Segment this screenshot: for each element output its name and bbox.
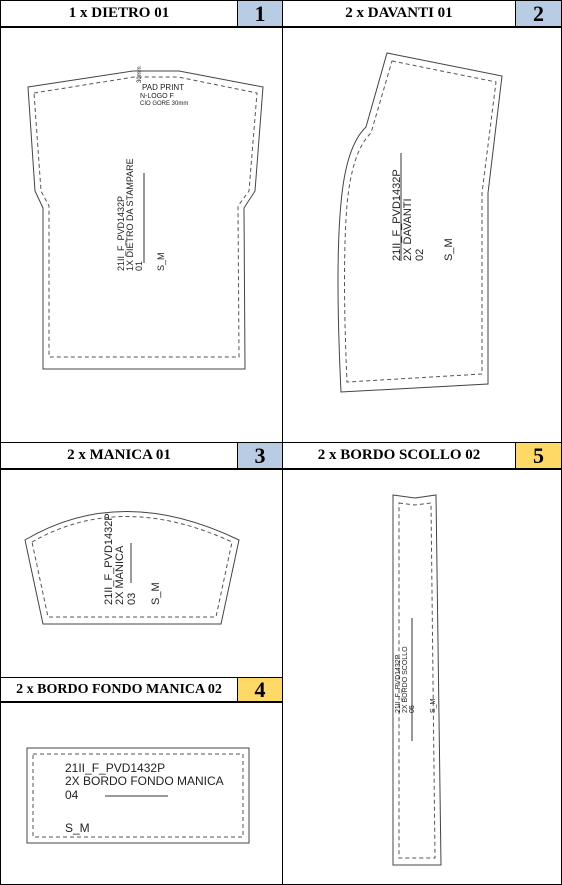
panel-title: 2 x MANICA 01 bbox=[67, 447, 171, 463]
pattern-piece-bordo-scollo bbox=[283, 443, 562, 885]
piece-number: 04 bbox=[65, 788, 79, 802]
piece-code: 21II_F_PVD1432P bbox=[116, 195, 126, 271]
panel-number-badge: 5 bbox=[515, 443, 561, 468]
piece-size: S_M bbox=[150, 582, 162, 605]
pattern-piece-bordo-fondo bbox=[1, 678, 284, 885]
piece-code: 21II_F_PVD1432P bbox=[65, 761, 166, 775]
panel-manica bbox=[0, 442, 283, 678]
note-30mm: 30mm bbox=[137, 66, 143, 83]
pattern-piece-dietro bbox=[1, 1, 284, 444]
panel-number-badge: 2 bbox=[515, 1, 561, 26]
piece-description: 2X BORDO SCOLLO bbox=[402, 646, 409, 713]
piece-size: S_M bbox=[443, 238, 455, 261]
piece-number: 05 bbox=[409, 705, 416, 713]
pattern-piece-manica bbox=[1, 443, 284, 679]
panel-bordo-fondo-manica bbox=[0, 677, 283, 885]
panel-davanti bbox=[282, 0, 562, 443]
panel-bordo-scollo bbox=[282, 442, 562, 885]
piece-description: 2X MANICA bbox=[114, 545, 126, 605]
piece-outline bbox=[25, 512, 239, 625]
panel-number-badge: 4 bbox=[237, 678, 282, 701]
piece-code: 21II_F_PVD1432P bbox=[391, 169, 403, 261]
panel-title: 2 x BORDO FONDO MANICA 02 bbox=[16, 681, 222, 697]
panel-title: 2 x DAVANTI 01 bbox=[345, 5, 453, 21]
panel-title: 2 x BORDO SCOLLO 02 bbox=[317, 447, 481, 463]
piece-description: 2X DAVANTI bbox=[402, 198, 414, 261]
piece-code: 21II_F_PVD1432P bbox=[395, 654, 402, 713]
piece-size: S_M bbox=[65, 821, 90, 835]
note-pad-print: PAD PRINT bbox=[142, 83, 185, 92]
piece-number: 02 bbox=[414, 248, 426, 261]
piece-number: 01 bbox=[134, 260, 144, 271]
piece-number: 03 bbox=[126, 592, 138, 605]
piece-description: 1X DIETRO DA STAMPARE bbox=[125, 158, 135, 271]
piece-outline bbox=[338, 53, 502, 392]
seam-allowance bbox=[345, 61, 497, 382]
seam-allowance bbox=[34, 77, 257, 357]
piece-size: S_M bbox=[156, 252, 166, 271]
piece-description: 2X BORDO FONDO MANICA bbox=[65, 774, 224, 788]
note-gore: CIO GORE 30mm bbox=[140, 101, 189, 107]
piece-outline bbox=[28, 71, 263, 369]
note-logo: N-LOGO F bbox=[140, 93, 174, 100]
panel-number-badge: 3 bbox=[237, 443, 282, 468]
pattern-piece-davanti bbox=[283, 1, 562, 444]
piece-size: S_M bbox=[430, 698, 437, 713]
panel-number-badge: 1 bbox=[237, 1, 282, 26]
piece-code: 21II_F_PVD1432P bbox=[103, 513, 115, 605]
panel-title: 1 x DIETRO 01 bbox=[68, 5, 170, 21]
panel-dietro bbox=[0, 0, 283, 443]
